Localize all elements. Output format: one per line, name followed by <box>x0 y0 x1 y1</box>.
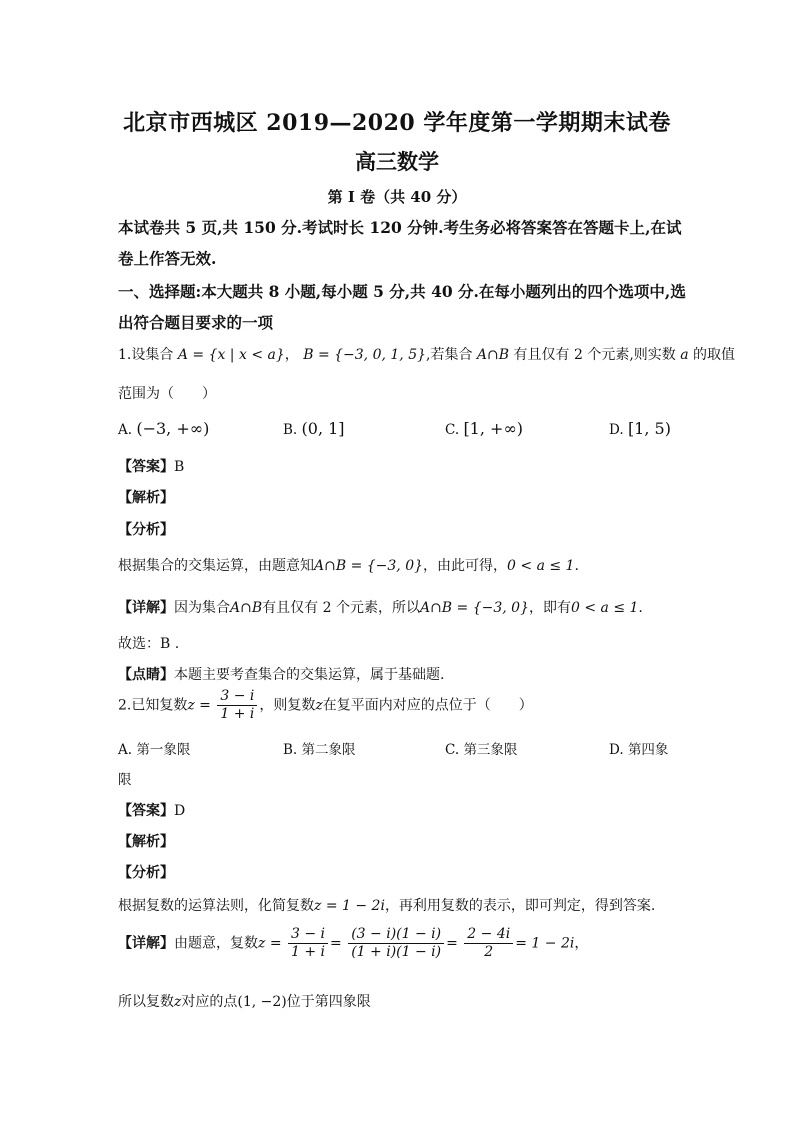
q2-point: (1, −2) <box>237 994 287 1010</box>
option-value: [1, +∞) <box>463 419 524 438</box>
q2-answer <box>118 800 185 820</box>
paper-subtitle: 高三数学 <box>355 149 439 174</box>
q2-detail-result: = 1 − 2i <box>515 935 575 952</box>
q2-detail-fraction-2: $\frac{(3 - i)(1 - i)}{(1 + i)(1 - i)}$ <box>348 926 444 961</box>
answer-tag: 【答案】 <box>118 803 174 819</box>
intro-line-1: 本试卷共 5 页,共 150 分.考试时长 120 分钟.考生务必将答案答在答题卡上,在试 <box>118 218 682 237</box>
q1-detail-expr: A∩B = {−3, 0} <box>419 600 529 616</box>
q2-fenxi-expr: z = 1 − 2i <box>314 898 385 914</box>
q1-answer <box>118 456 184 476</box>
q2-option-a: A. 第一象限 <box>118 742 191 758</box>
answer-tag: 【答案】 <box>118 459 174 475</box>
q1-end: 的取值 <box>693 347 736 363</box>
comment-tag: 【点睛】 <box>118 667 174 683</box>
q1-stem <box>118 344 735 364</box>
q1-rest: 有且仅有 2 个元素,则实数 <box>513 347 676 363</box>
q2-detail-text: 【详解】由题意，复数z = $\frac{3 - i}{1 + i}$ = $\frac{(3 - i)(1 - i)}{(1 + i)(1 - i)}$ = $\frac{2 - 4i}{2}$ = 1 − 2i， <box>118 926 589 960</box>
q1-stem-line-2: 范围为（ ） <box>118 386 216 402</box>
q2-option-wrap: 限 <box>118 772 132 788</box>
option-label: D. <box>609 422 624 438</box>
q1-set-b: B = {−3, 0, 1, 5} <box>303 347 427 363</box>
answer-value: B <box>174 459 185 475</box>
detail-tag: 【详解】 <box>118 935 174 952</box>
section-heading-2: 出符合题目要求的一项 <box>118 313 274 332</box>
q1-set-a: A = {x | x < a} <box>177 347 285 363</box>
option-label: A. <box>118 422 133 438</box>
q1-fenxi-expr: A∩B = {−3, 0} <box>314 558 424 574</box>
volume-label: 第 I 卷（共 40 分） <box>327 188 467 206</box>
q2-conclusion: 所以复数z对应的点(1, −2)位于第四象限 <box>118 994 371 1010</box>
q2-option-c: C. 第三象限 <box>445 742 518 758</box>
q1-intersection: A∩B <box>476 347 510 363</box>
q1-analysis-tag: 【解析】 <box>118 490 174 506</box>
q2-option-b: B. 第二象限 <box>283 742 356 758</box>
q2-detail-fraction-3: $\frac{2 - 4i}{2}$ <box>464 926 513 961</box>
q1-option-c <box>445 419 523 438</box>
q1-comment: 【点睛】本题主要考查集合的交集运算，属于基础题. <box>118 667 445 683</box>
q2-fraction: $\frac{3 - i}{1 + i}$ <box>217 688 257 723</box>
q1-option-d <box>609 419 671 438</box>
option-value: [1, 5) <box>627 419 671 438</box>
q1-var: a <box>680 347 689 363</box>
q2-fenxi-tag: 【分析】 <box>118 865 174 881</box>
option-label: C. <box>445 422 460 438</box>
answer-value: D <box>174 803 186 819</box>
q1-choose: 故选：B . <box>118 636 180 652</box>
q1-detail-text: 【详解】因为集合A∩B有且仅有 2 个元素，所以A∩B = {−3, 0}，即有0 < a ≤ 1. <box>118 600 643 616</box>
q1-detail-result: 0 < a ≤ 1 <box>570 600 639 616</box>
option-value: (0, 1] <box>301 419 345 438</box>
q2-detail-fraction-1: $\frac{3 - i}{1 + i}$ <box>288 926 328 961</box>
section-heading-1: 一、选择题:本大题共 8 小题,每小题 5 分,共 40 分.在每小题列出的四个选项中,选 <box>118 282 686 301</box>
option-value: (−3, +∞) <box>136 419 210 438</box>
q2-analysis-tag: 【解析】 <box>118 834 174 850</box>
q1-prefix: 1.设集合 <box>118 347 174 363</box>
q1-fenxi-tag: 【分析】 <box>118 522 174 538</box>
q1-fenxi-result: 0 < a ≤ 1 <box>507 558 575 574</box>
detail-tag: 【详解】 <box>118 600 174 616</box>
q1-fenxi-text: 根据集合的交集运算，由题意知A∩B = {−3, 0}，由此可得，0 < a ≤ 1. <box>118 558 579 574</box>
q1-option-a <box>118 419 209 438</box>
paper-title: 北京市西城区 2019—2020 学年度第一学期期末试卷 <box>123 110 671 136</box>
q1-mid: ,若集合 <box>426 347 473 363</box>
q2-fenxi-text: 根据复数的运算法则，化简复数z = 1 − 2i，再利用复数的表示，即可判定，得到答案. <box>118 898 656 914</box>
intro-line-2: 卷上作答无效. <box>118 249 217 268</box>
q1-option-b <box>283 419 345 438</box>
q2-option-d: D. 第四象 <box>609 742 669 758</box>
q2-stem: 2.已知复数z = $\frac{3 - i}{1 + i}$ ，则复数z在复平面内对应的点位于（ ） <box>118 688 533 722</box>
option-label: B. <box>283 422 298 438</box>
q1-sep: ， <box>284 347 299 363</box>
